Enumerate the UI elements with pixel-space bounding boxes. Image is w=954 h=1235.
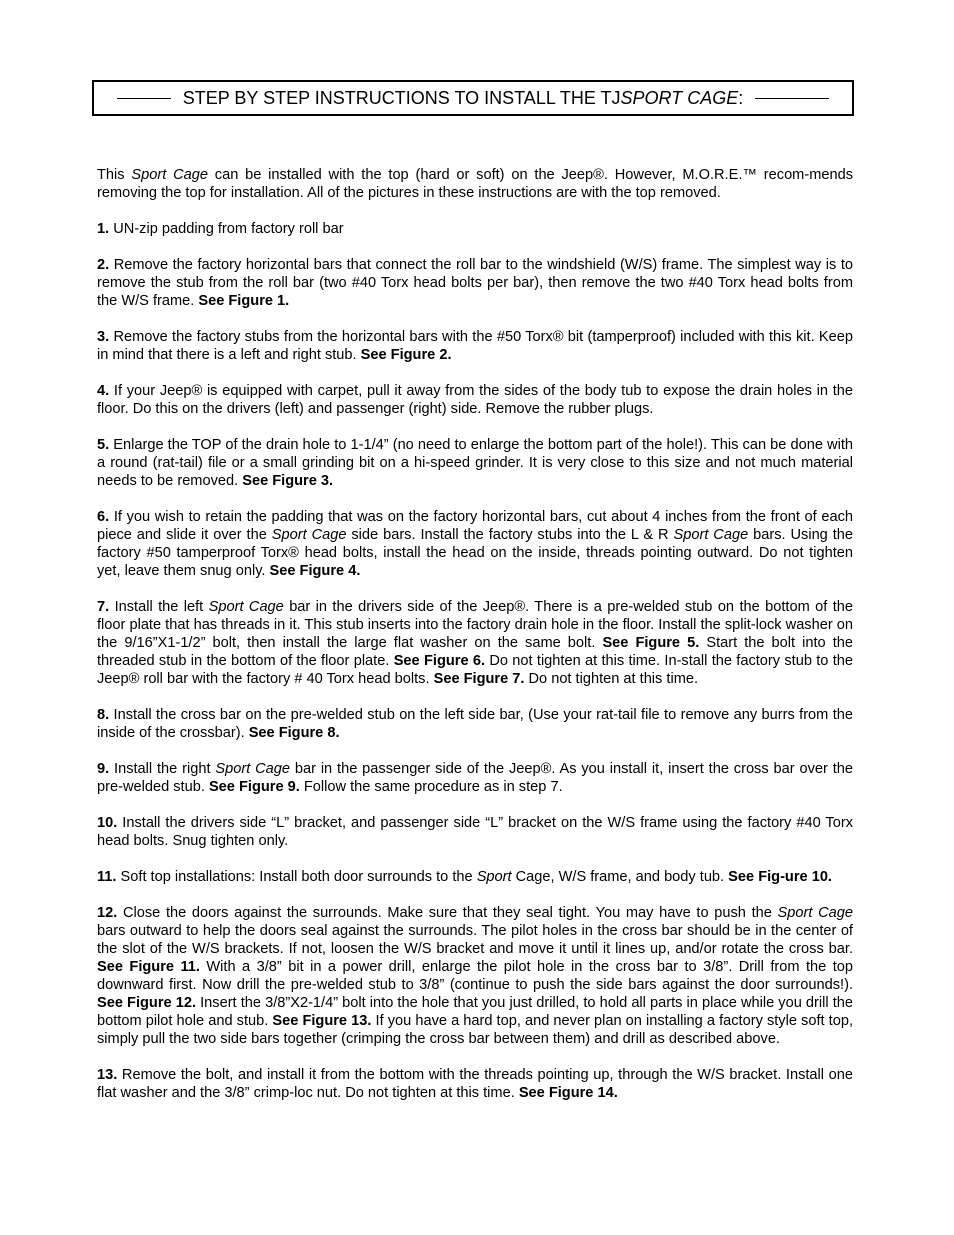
- figure-ref: See Fig-ure 10.: [728, 869, 832, 885]
- title-box: [92, 80, 854, 116]
- figure-ref: See Figure 11.: [97, 959, 200, 975]
- figure-ref: See Figure 2.: [360, 347, 452, 363]
- step-text: Remove the bolt, and install it from the bottom with the threads pointing up, through the W/S bracket. Install one flat washer and the 3/8” crimp-loc nut. Do not tighten at this time.: [97, 1067, 853, 1101]
- step-text: bars. Using the factory #50 tamperproof Torx® head bolts, install the head on the inside, threads pointing outward. Do not tighten yet, leave them snug only.: [97, 527, 854, 579]
- step-number: 12.: [97, 905, 118, 921]
- title-emph: SPORT CAGE: [620, 87, 739, 108]
- step-7: [97, 598, 853, 688]
- figure-ref: See Figure 9.: [208, 779, 300, 795]
- step-number: 5.: [97, 437, 110, 453]
- title-lead: STEP BY STEP INSTRUCTIONS TO INSTALL THE TJ: [182, 87, 621, 108]
- intro-text: This: [97, 167, 132, 183]
- step-text: Install the cross bar on the pre-welded stub on the left side bar, (Use your rat-tail file to remove any burrs from the inside of the crossbar).: [97, 707, 853, 741]
- step-text: Install the right: [109, 761, 216, 777]
- figure-ref: See Figure 6.: [393, 653, 486, 669]
- step-text: Install the left: [109, 599, 209, 615]
- step-text: UN-zip padding from factory roll bar: [109, 221, 344, 237]
- instructions-body: [97, 166, 853, 1120]
- step-text: bars outward to help the doors seal against the surrounds. The pilot holes in the cross bar should be in the center of the slot of the W/S brackets. If not, loosen the W/S bracket and move it until it lines up, and/or rotate the cross bar.: [97, 923, 853, 957]
- step-text: Remove the factory stubs from the horizontal bars with the #50 Torx® bit (tamperproof) included with this kit. Keep in mind that there is a left and right stub.: [97, 329, 853, 363]
- title-rule-right: [755, 98, 829, 99]
- title-tail: :: [738, 87, 744, 108]
- step-number: 9.: [97, 761, 110, 777]
- step-text: Close the doors against the surrounds. Make sure that they seal tight. You may have to push the: [117, 905, 778, 921]
- step-text: If you wish to retain the padding that was on the factory horizontal bars, cut about 4 inches from the front of each piece and slide it over the: [97, 509, 853, 543]
- step-3: [97, 328, 853, 364]
- step-text: side bars. Install the factory stubs into the L & R: [346, 527, 674, 543]
- step-text: If you have a hard top, and never plan on installing a factory style soft top, simply pull the two side bars together (crimping the cross bar between them) and drill as described above.: [97, 1013, 854, 1047]
- step-number: 3.: [97, 329, 110, 345]
- step-text: bar in the drivers side of the Jeep®. There is a pre-welded stub on the bottom of the floor plate that has threads in it. This stub inserts into the factory drain hole in the floor. Install the split-lock washer on the 9/16”X1-1/2” bolt, then install the large flat washer on the same bolt.: [97, 599, 853, 651]
- step-12: [97, 904, 853, 1048]
- step-text: Soft top installations: Install both door surrounds to the: [116, 869, 477, 885]
- step-number: 1.: [97, 221, 110, 237]
- step-1: [97, 220, 853, 238]
- step-4: [97, 382, 853, 418]
- step-6: [97, 508, 853, 580]
- step-emph: Sport Cage: [673, 527, 749, 543]
- title-rule-left: [117, 98, 171, 99]
- intro-paragraph: [97, 166, 853, 202]
- figure-ref: See Figure 5.: [602, 635, 700, 651]
- figure-ref: See Figure 7.: [433, 671, 525, 687]
- step-text: Do not tighten at this time. In-stall the factory stub to the Jeep® roll bar with the factory # 40 Torx head bolts.: [97, 653, 854, 687]
- step-text: Install the drivers side “L” bracket, and passenger side “L” bracket on the W/S frame using the factory #40 Torx head bolts. Snug tighten only.: [97, 815, 853, 849]
- step-text: Cage, W/S frame, and body tub.: [511, 869, 729, 885]
- step-emph: Sport Cage: [777, 905, 853, 921]
- step-number: 4.: [97, 383, 110, 399]
- figure-ref: See Figure 1.: [198, 293, 290, 309]
- step-emph: Sport Cage: [215, 761, 291, 777]
- step-text: Enlarge the TOP of the drain hole to 1-1/4” (no need to enlarge the bottom part of the hole!). This can be done with a round (rat-tail) file or a small grinding bit on a hi-speed grinder. It is very close to this size and not much material needs to be removed.: [97, 437, 853, 489]
- step-text: Remove the factory horizontal bars that connect the roll bar to the windshield (W/S) frame. The simplest way is to remove the stub from the roll bar (two #40 Torx head bolts per bar), then remove the two #40 Torx head bolts from the W/S frame.: [97, 257, 853, 309]
- step-11: [97, 868, 853, 886]
- step-number: 7.: [97, 599, 110, 615]
- step-number: 6.: [97, 509, 110, 525]
- step-number: 8.: [97, 707, 110, 723]
- step-9: [97, 760, 853, 796]
- step-13: [97, 1066, 853, 1102]
- step-number: 11.: [97, 869, 117, 885]
- step-8: [97, 706, 853, 742]
- step-5: [97, 436, 853, 490]
- figure-ref: See Figure 3.: [242, 473, 334, 489]
- figure-ref: See Figure 12.: [97, 995, 197, 1011]
- step-text: Do not tighten at this time.: [524, 671, 699, 687]
- step-2: [97, 256, 853, 310]
- intro-emph: Sport Cage: [131, 167, 208, 183]
- step-text: Start the bolt into the threaded stub in the bottom of the floor plate.: [97, 635, 853, 669]
- step-text: bar in the passenger side of the Jeep®. As you install it, insert the cross bar over the pre-welded stub.: [97, 761, 853, 795]
- step-emph: Sport Cage: [208, 599, 284, 615]
- intro-text: can be installed with the top (hard or soft) on the Jeep®. However, M.O.R.E.™ recom-mends removing the top for installation. All of the pictures in these instructions are with the top removed.: [97, 167, 854, 201]
- step-number: 13.: [97, 1067, 118, 1083]
- figure-ref: See Figure 14.: [518, 1085, 618, 1101]
- step-text: If your Jeep® is equipped with carpet, pull it away from the sides of the body tub to expose the drain holes in the floor. Do this on the drivers (left) and passenger (right) side. Remove the rubber plugs.: [97, 383, 853, 417]
- step-text: Follow the same procedure as in step 7.: [299, 779, 563, 795]
- step-emph: Sport Cage: [271, 527, 347, 543]
- figure-ref: See Figure 8.: [248, 725, 340, 741]
- step-emph: Sport: [476, 869, 512, 885]
- figure-ref: See Figure 4.: [269, 563, 361, 579]
- step-number: 2.: [97, 257, 110, 273]
- step-text: Insert the 3/8”X2-1/4” bolt into the hole that you just drilled, to hold all parts in place while you drill the bottom pilot hole and stub.: [97, 995, 853, 1029]
- step-text: With a 3/8” bit in a power drill, enlarge the pilot hole in the cross bar to 3/8”. Drill from the top downward first. Now drill the pre-welded stub to 3/8” (continue to push the side bars against the door surrounds!).: [97, 959, 853, 993]
- step-number: 10.: [97, 815, 118, 831]
- figure-ref: See Figure 13.: [272, 1013, 372, 1029]
- step-10: [97, 814, 853, 850]
